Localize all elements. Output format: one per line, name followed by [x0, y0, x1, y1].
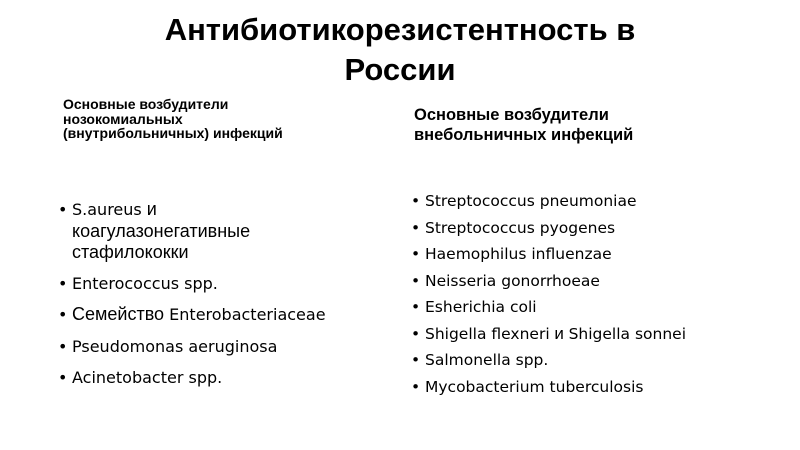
family-label: Семейство — [72, 304, 165, 324]
pathogen-latin-name: Shigella sonnei — [568, 324, 687, 343]
nosocomial-heading — [63, 97, 283, 141]
slide-title — [0, 10, 800, 90]
nosocomial-heading-line-1: Основные возбудители — [63, 96, 229, 112]
community-acquired-heading-line-2: внебольничных инфекций — [414, 126, 634, 144]
list-item-line: коагулазонегативные — [72, 220, 251, 241]
nosocomial-heading-line-2: нозокомиальных — [63, 110, 183, 127]
pathogen-latin-name: Pseudomonas aeruginosa — [72, 336, 278, 356]
list-item: • Streptococcus pneumoniae — [411, 191, 781, 211]
list-item: • Neisseria gonorrhoeae — [411, 271, 781, 291]
pathogen-latin-name: Acinetobacter spp. — [72, 368, 223, 387]
list-item — [58, 367, 398, 389]
pathogen-latin-name: Enterobacteriaceae — [164, 305, 326, 324]
list-item — [58, 304, 398, 326]
community-acquired-heading — [414, 105, 633, 145]
conjunction-text: и — [549, 323, 569, 343]
list-item — [411, 324, 781, 344]
list-item: • Streptococcus pyogenes — [411, 218, 781, 238]
list-item: • Haemophilus influenzae — [411, 244, 781, 264]
pathogen-latin-name: Enterococcus spp. — [72, 273, 218, 293]
slide-title-line-1: Антибиотикорезистентность в — [164, 12, 636, 47]
list-item: • Mycobacterium tuberculosis — [411, 377, 781, 397]
pathogen-latin-name: Shigella flexneri — [425, 324, 550, 343]
community-acquired-pathogens-list — [411, 191, 781, 403]
list-item: • Esherichia coli — [411, 297, 781, 317]
list-item-line — [72, 199, 398, 221]
list-item-line: стафилококки — [72, 242, 189, 262]
list-item — [58, 336, 398, 358]
nosocomial-heading-line-3: (внутрибольничных) инфекций — [63, 125, 283, 141]
pathogen-latin-name: S.aureus — [72, 200, 142, 219]
list-item — [58, 199, 398, 264]
slide-title-line-2: России — [344, 52, 456, 87]
conjunction-text: и — [141, 199, 157, 219]
community-acquired-heading-line-1: Основные возбудители — [414, 106, 609, 124]
nosocomial-pathogens-list — [58, 199, 398, 399]
list-item — [58, 273, 398, 295]
list-item: • Salmonella spp. — [411, 350, 781, 370]
